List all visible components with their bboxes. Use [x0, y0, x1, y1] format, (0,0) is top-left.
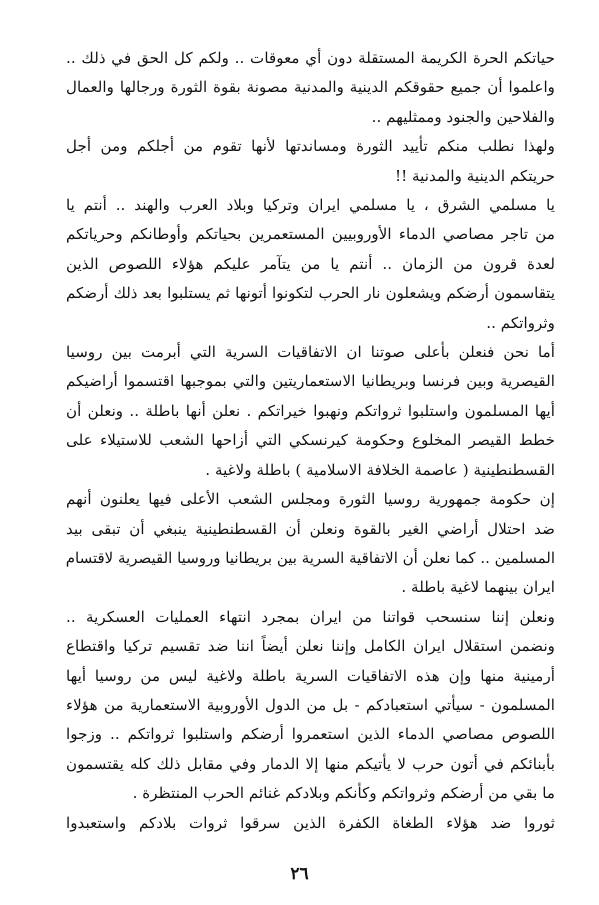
text-line: القيصرية وبين فرنسا وبريطانيا الاستعماريتين والتي بموجبها اقتسموا أراضيكم	[66, 372, 555, 391]
text-line: المسلمون - سيأتي استعبادكم - بل من الدول الأوروبية الاستعمارية من هؤلاء	[66, 695, 555, 714]
body-text	[66, 44, 555, 838]
text-line: لعدة قرون من الزمان .. أنتم يا من يتآمر عليكم هؤلاء اللصوص الذين	[66, 254, 555, 273]
text-line: أرمينية منها وإن هذه الاتفاقيات السرية باطلة ولاغية ليس من روسيا أيها	[66, 666, 555, 685]
text-line: والفلاحين والجنود وممثليهم ..	[371, 107, 555, 126]
page-number: ٢٦	[290, 864, 309, 884]
text-line: ضد احتلال أراضي الغير بالقوة ونعلن أن القسطنطينية ينبغي أن تبقى بيد	[66, 519, 555, 538]
text-line: وثرواتكم ..	[486, 313, 555, 332]
text-line: اللصوص مصاصي الدماء الذين استعمروا أرضكم واستلبوا ثرواتكم .. وزجوا	[66, 725, 555, 744]
text-line: ونعلن إننا سنسحب قواتنا من ايران بمجرد انتهاء العمليات العسكرية ..	[66, 607, 555, 626]
text-line: واعلموا أن جميع حقوقكم الدينية والمدنية مصونة بقوة الثورة ورجالها والعمال	[66, 78, 555, 97]
text-line: حريتكم الدينية والمدنية !!	[394, 166, 555, 185]
text-line: أيها المسلمون واستلبوا ثرواتكم ونهبوا خيراتكم . نعلن أنها باطلة .. ونعلن أن	[66, 401, 555, 420]
text-line: القسطنطينية ( عاصمة الخلافة الاسلامية ) باطلة ولاغية .	[205, 460, 555, 479]
text-line: ونضمن استقلال ايران الكامل وإننا نعلن أيضاً اننا ضد تقسيم تركيا واقتطاع	[66, 637, 555, 656]
text-line: حياتكم الحرة الكريمة المستقلة دون أي معوقات .. ولكم كل الحق في ذلك ..	[66, 49, 555, 67]
text-line: بأبنائكم في أتون حرب لا يأتيكم منها إلا الدمار وفي مقابل ذلك كله يقتسمون	[66, 754, 555, 773]
text-line: يتقاسمون أرضكم ويشعلون نار الحرب لتكونوا أتونها ثم يستلبوا بعد ذلك أرضكم	[66, 284, 555, 303]
text-line: المسلمين .. كما نعلن أن الاتفاقية السرية بين بريطانيا وروسيا القيصرية لاقتسام	[65, 548, 555, 567]
text-line: ما بقي من أرضكم وثرواتكم وكأنكم وبلادكم غنائم الحرب المنتظرة .	[132, 784, 555, 803]
text-line: ثوروا ضد هؤلاء الطغاة الكفرة الذين سرقوا ثروات بلادكم واستعبدوا	[66, 813, 555, 832]
text-line: من تاجر مصاصي الدماء الأوروبيين المستعمرين بحياتكم وأوطانكم وحرياتكم	[66, 225, 555, 244]
text-line: ايران بينهما لاغية باطلة .	[401, 578, 555, 597]
text-line: أما نحن فنعلن بأعلى صوتنا ان الاتفاقيات السرية التي أبرمت بين روسيا	[66, 343, 555, 362]
text-line: يا مسلمي الشرق ، يا مسلمي ايران وتركيا وبلاد العرب والهند .. أنتم يا	[66, 196, 555, 215]
text-line: خطط القيصر المخلوع وحكومة كيرنسكي التي أزاحها الشعب للاستيلاء على	[66, 431, 555, 450]
text-line: ولهذا نطلب منكم تأييد الثورة ومساندتها لأنها تقوم من أجلكم ومن أجل	[66, 137, 555, 156]
text-line: إن حكومة جمهورية روسيا الثورة ومجلس الشعب الأعلى فيها يعلنون أنهم	[66, 490, 555, 509]
